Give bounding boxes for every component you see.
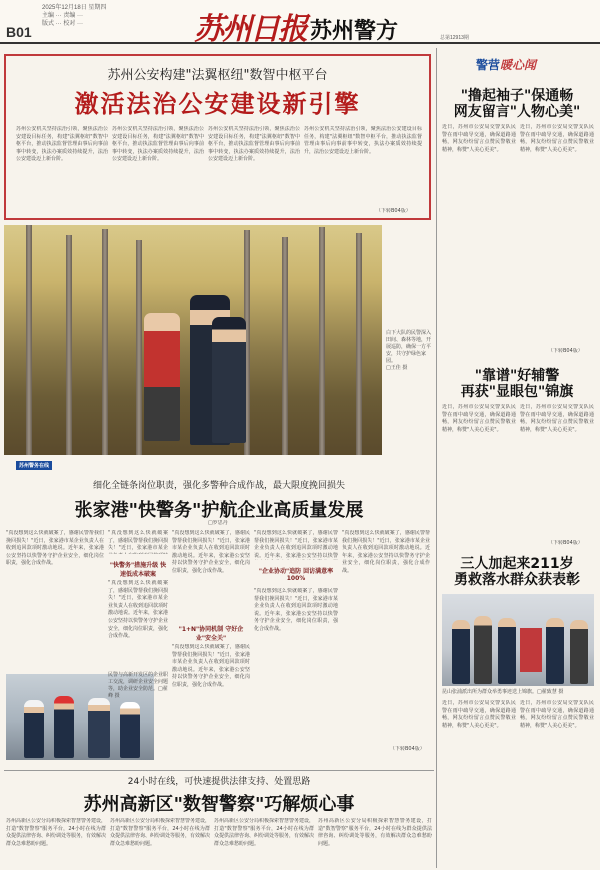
masthead — [0, 0, 600, 47]
police-officer-figure-2 — [212, 317, 246, 443]
page-number: B01 — [6, 24, 32, 40]
story3-body-col-3: 苏州高新区公安分局积极探索智慧警务建设，打造"数智警察"服务平台，24小时在线为群众提供法律咨询、纠纷调处等服务，有效解决群众急难愁盼问题。 — [214, 818, 314, 847]
story2-body-col-1: "真没想到这么快就破案了，感谢民警帮我们挽回损失！"近日，张家港市某企业负责人在收到追回款项时激动地说。近年来，张家港公安坚持以快警务守护企业安全，细化岗位职责，强化合成作战。 — [6, 530, 104, 567]
story3-body-col-2: 苏州高新区公安分局积极探索智慧警务建设，打造"数智警察"服务平台，24小时在线为群众提供法律咨询、纠纷调处等服务，有效解决群众急难愁盼问题。 — [110, 818, 210, 847]
award-photo — [442, 594, 594, 686]
story3-body-col-1: 苏州高新区公安分局积极探索智慧警务建设，打造"数智警察"服务平台，24小时在线为群众提供法律咨询、纠纷调处等服务，有效解决群众急难愁盼问题。 — [6, 818, 106, 847]
right-body-1b: 近日，苏州市公安局交警支队民警在雨中疏导交通，确保道路通畅，网友纷纷留言点赞民警敬业精神，称赞"人美心更美"。 — [520, 124, 594, 153]
lead-body-col-4: 苏州公安机关坚持法治引领，聚焦法治公安建设目标任务，构建"法翼枢纽"数智中枢平台，推动执法监督管理由事后向事前事中转变，执法办案质效持续提升，法治公安建设迈上新台阶。 — [304, 126, 422, 155]
right-headline-3: 三人加起来211岁 勇救落水群众获表彰 — [454, 556, 580, 588]
forest-photo-caption: 白下大队的民警深入田间、森林等地，开展巡防，确保一方平安，共守护绿色家园。 □王佳 摄 — [386, 330, 432, 371]
story2-subhead-3: "企业协动"追防 回访满意率100% — [258, 568, 334, 582]
section-title: 苏州警方 — [310, 19, 399, 44]
story2-body-col-2: "真没想到这么快就破案了，感谢民警帮我们挽回损失！"近日，张家港市某企 — [108, 530, 168, 552]
right-banner: 警营暖心闻 — [476, 58, 537, 72]
story3-kicker: 24小时在线，可快速提供法律支持、处置思路 — [127, 777, 311, 787]
newspaper-logo: 苏州日报 — [194, 12, 306, 47]
right-body-3b: 近日，苏州市公安局交警支队民警在雨中疏导交通，确保道路通畅，网友纷纷留言点赞民警敬业精神，称赞"人美心更美"。 — [520, 700, 594, 729]
story2-byline: □罗思丹 — [208, 520, 228, 526]
right-continued-2: （下转B04版） — [548, 540, 583, 546]
lead-kicker: 苏州公安构建"法翼枢纽"数智中枢平台 — [107, 68, 328, 83]
award-photo-caption: 昆山张浦派出所为群众举勇事迹送上锦旗。□翟致慧 摄 — [442, 689, 564, 695]
story2-continued: （下转B04版） — [390, 746, 425, 752]
lead-body-col-3: 苏州公安机关坚持法治引领，聚焦法治公安建设目标任务，构建"法翼枢纽"数智中枢平台，推动执法监督管理由事后向事前事中转变，执法办案质效持续提升，法治公安建设迈上新台阶。 — [208, 126, 300, 163]
right-continued-1: （下转B04版） — [548, 348, 583, 354]
lead-body-col-1: 苏州公安机关坚持法治引领，聚焦法治公安建设目标任务，构建"法翼枢纽"数智中枢平台，推动执法监督管理由事后向事前事中转变，执法办案质效持续提升，法治公安建设迈上新台阶。 — [16, 126, 108, 163]
right-body-2b: 近日，苏州市公安局交警支队民警在雨中疏导交通，确保道路通畅，网友纷纷留言点赞民警敬业精神，称赞"人美心更美"。 — [520, 404, 594, 433]
section-badge: 苏州警务在线 — [16, 461, 52, 470]
lead-story[interactable] — [4, 54, 431, 220]
story2-body-col-4: "真没想到这么快就破案了，感谢民警帮我们挽回损失！"近日，张家港市某企业负责人在收到追回款项时激动地说。近年来，张家港公安坚持以快警 — [254, 530, 338, 559]
story2-headline: 张家港"快警务"护航企业高质量发展 — [74, 500, 364, 521]
banner-flag — [520, 628, 542, 672]
story2-subhead-2: "1+N"协同机制 守好企业"安全关" — [178, 626, 244, 642]
story2-body-col-5: "真没想到这么快就破案了，感谢民警帮我们挽回损失！"近日，张家港市某企业负责人在收到追回款项时激动地说。近年来，张家港公安坚持以快警务守护企业安全，细化岗位职责，强化合成作战。 — [342, 530, 430, 574]
right-body-1a: 近日，苏州市公安局交警支队民警在雨中疏导交通，确保道路通畅，网友纷纷留言点赞民警敬业精神，称赞"人美心更美"。 — [442, 124, 516, 153]
edition-meta: 2025年12月18日 星期四 主编 ··· 责编 ··· 版式 ··· 校对 ··· — [42, 5, 107, 27]
right-body-2a: 近日，苏州市公安局交警支队民警在雨中疏导交通，确保道路通畅，网友纷纷留言点赞民警敬业精神，称赞"人美心更美"。 — [442, 404, 516, 433]
factory-photo-caption: 民警与高新开发区的企业职工交流，调研企业安全问题等，助企业安全防范。□翟峰 摄 — [108, 672, 169, 699]
volunteer-figure — [144, 313, 180, 441]
story2-kicker: 细化全链条岗位职责，强化多警种合成作战，最大限度挽回损失 — [92, 481, 345, 491]
story2-subhead-1: "快警务"措施升级 快速低成本破案 — [109, 562, 167, 578]
story2-body-col-3: "真没想到这么快就破案了，感谢民警帮我们挽回损失！"近日，张家港市某企业负责人在收到追回款项时激动地说。近年来，张家港公安坚持以快警务守护企业安全，细化岗位职责，强化合成作战。 — [172, 530, 250, 574]
issue-number: 总第12913期 — [440, 35, 469, 41]
story3-headline: 苏州高新区"数智警察"巧解烦心事 — [83, 794, 355, 815]
story2-body-col-3b: "真没想到这么快就破案了，感谢民警帮我们挽回损失！"近日，张家港市某企业负责人在收到追回款项时激动地说。近年来，张家港公安坚持以快警务守护企业安全，细化岗位职责，强化合成作战。 — [172, 644, 250, 688]
story2-body-col-4b: "真没想到这么快就破案了，感谢民警帮我们挽回损失！"近日，张家港市某企业负责人在收到追回款项时激动地说。近年来，张家港公安坚持以快警务守护企业安全，细化岗位职责，强化合成作战。 — [254, 588, 338, 632]
right-body-3a: 近日，苏州市公安局交警支队民警在雨中疏导交通，确保道路通畅，网友纷纷留言点赞民警敬业精神，称赞"人美心更美"。 — [442, 700, 516, 729]
lead-headline: 激活法治公安建设新引擎 — [74, 90, 361, 118]
story3-body-col-4: 苏州高新区公安分局积极探索智慧警务建设，打造"数智警察"服务平台，24小时在线为群众提供法律咨询、纠纷调处等服务，有效解决群众急难愁盼问题。 — [318, 818, 432, 847]
forest-patrol-photo — [4, 225, 382, 455]
lead-body-col-2: 苏州公安机关坚持法治引领，聚焦法治公安建设目标任务，构建"法翼枢纽"数智中枢平台，推动执法监督管理由事后向事前事中转变，执法办案质效持续提升，法治公安建设迈上新台阶。 — [112, 126, 204, 163]
story2-body-col-2b: "真没想到这么快就破案了，感谢民警帮我们挽回损失！"近日，张家港市某企业负责人在收到追回款项时激动地说。近年来，张家港公安坚持以快警务守护企业安全，细化岗位职责，强化合成作战。 — [108, 580, 168, 640]
right-headline-2: "靠谱"好辅警 再获"显眼包"锦旗 — [460, 368, 574, 400]
lead-continued: （下转B04版） — [376, 208, 411, 214]
right-headline-1: "撸起袖子"保通畅 网友留言"人物心美" — [453, 88, 581, 120]
